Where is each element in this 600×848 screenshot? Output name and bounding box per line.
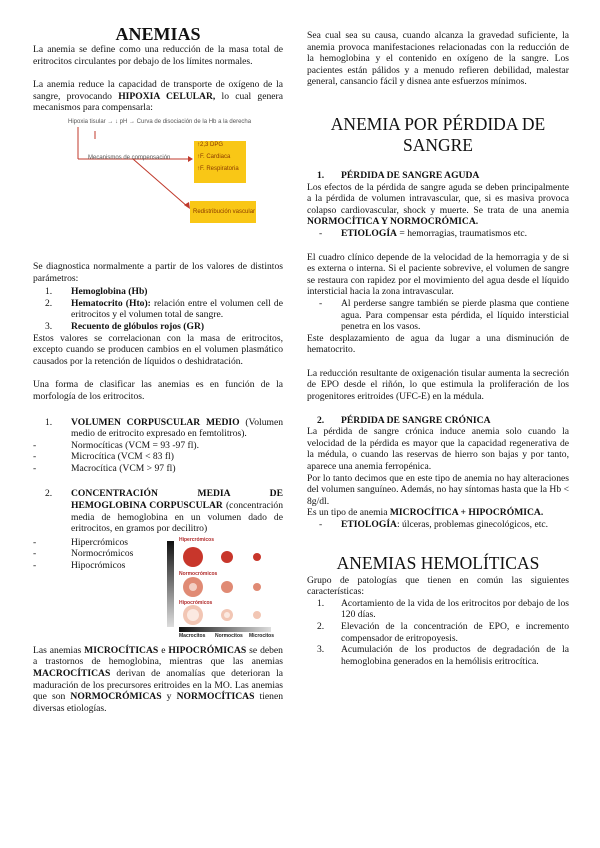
epo-paragraph: La reducción resultante de oxigenación tisular aumenta la secreción de EPO desde el riñón, lo que estimula la proliferación de los progenitores eritroides (UFC-E) en la médula. [307, 367, 569, 403]
hcm-heading: 2. CONCENTRACIÓN MEDIA DE HEMOGLOBINA CORPUSCULAR (concentración media de hemoglobina en un volumen dado de eritrocitos, en gramos por decilitro) [45, 488, 283, 535]
gradient-bar-horizontal [179, 627, 271, 632]
right-column [307, 0, 569, 667]
symptoms-paragraph: Sea cual sea su causa, cuando alcanza la gravedad suficiente, la anemia provoca manifestaciones relacionadas con la reducción de la hemoglobina y el contenido en oxígeno de la sangre. Los pacientes están pálidos y a menudo refieren debilidad, malestar general, cansancio fácil y disnea ante esfuerzos mínimos. [307, 30, 569, 88]
subsection-chronic: 2. PÉRDIDA DE SANGRE CRÓNICA [317, 414, 491, 426]
subsection-acute: 1. PÉRDIDA DE SANGRE AGUDA [317, 169, 480, 181]
hemolytic-intro: Grupo de patologías que tienen en común las siguientes características: [307, 574, 569, 598]
hemolytic-item: 2. Elevación de la concentración de EPO, e incremento compensador de eritropoyesis. [317, 620, 569, 644]
section-title-blood-loss: ANEMIA POR PÉRDIDA DE SANGRE [330, 113, 546, 155]
hcm-item: - Hipercrómicos [33, 536, 129, 548]
clinical-paragraph: El cuadro clínico depende de la velocidad de la hemorragia y de si es externa o interna. Si el paciente sobrevive, el volumen de sangre se restaura con rapidez por el movimiento del agua desde el líquido intersticial hacia la zona intravascular. [307, 251, 569, 298]
vcm-list [33, 440, 283, 475]
figure-drawing [165, 535, 275, 639]
cell-hyper-micro [253, 553, 261, 561]
erythrocyte-figure [165, 535, 275, 639]
figure-row-label: Hipocrómicos [179, 599, 213, 606]
type-paragraph: Es un tipo de anemia MICROCÍTICA + HIPOCRÓMICA. [307, 507, 544, 519]
figure-row-label: Hipercrómicos [179, 536, 215, 543]
vcm-heading: 1. VOLUMEN CORPUSCULAR MEDIO (Volumen medio de eritrocito expresado en femtolitros). [45, 416, 284, 440]
param-item: 1. Hemoglobina (Hb) [45, 286, 148, 298]
vcm-item: - Normocíticas (VCM = 93 -97 fl). [33, 439, 199, 451]
acute-paragraph: Los efectos de la pérdida de sangre aguda se deben principalmente a la pérdida de volumen intravascular, que, si es masiva provoca colapso cardiovascular, shock y muerte. Se trata de una anemia NORMOCÍTICA Y NORMOCRÓMICA. [307, 181, 569, 228]
param-item: 3. Recuento de glóbulos rojos (GR) [45, 320, 205, 332]
cell-hypo-micro [253, 611, 261, 619]
param-item: 2. Hematocrito (Hto): relación entre el volumen cell de eritrocitos y el volumen total de sangre. [45, 297, 283, 321]
cell-normo-normo [221, 581, 233, 593]
etiology-acute: - ETIOLOGÍA = hemorragias, traumatismos etc. [319, 227, 528, 239]
cell-hyper-normo [221, 551, 233, 563]
hematocrit-paragraph: Este desplazamiento de agua da lugar a una disminución de hematocrito. [307, 332, 569, 356]
etiology-chronic: - ETIOLOGÍA: úlceras, problemas ginecológicos, etc. [319, 519, 549, 530]
diagram-compensation-box [194, 141, 246, 183]
cell-normo-macro-center [189, 583, 197, 591]
hypoxia-paragraph: La anemia reduce la capacidad de transporte de oxígeno de la sangre, provocando HIPOXIA CELULAR, lo cual genera mecanismos para compensarla: [33, 79, 283, 114]
box-dpg: ↑2,3 DPG [197, 141, 224, 148]
hcm-item: - Hipocrómicos [33, 560, 126, 572]
chronic-paragraph: La pérdida de sangre crónica induce anemia solo cuando la velocidad de la pérdida es mayor que la capacidad regenerativa de la médula, o cuando las reservas de hierro son bajas y por tanto, aparece una anemia ferropénica. [307, 426, 569, 473]
classification-summary: Las anemias MICROCÍTICAS e HIPOCRÓMICAS se deben a trastornos de hemoglobina, mientras que las anemias MACROCÍTICAS derivan de anomalías que deterioran la maduración de los precursores eritroides en la MO. Las anemias que son NORMOCRÓMICAS y NORMOCÍTICAS tienen diversas etiologías. [33, 644, 283, 714]
box-cardiac: ↑F. Cardiaca [197, 153, 231, 160]
diagram-top-text: Hipoxia tisular → ↓ pH → Curva de disociación de la Hb a la derecha [68, 118, 252, 125]
hemolytic-list [307, 598, 569, 668]
vcm-item: - Microcítica (VCM < 83 fl) [33, 451, 174, 463]
diagram-mechanisms-label: Mecanismos de compensación [88, 154, 171, 161]
figure-col-label: Normocitos [215, 632, 243, 639]
cell-hyper-macro [183, 547, 203, 567]
diagnosis-paragraph: Se diagnostica normalmente a partir de los valores de distintos parámetros: [33, 260, 283, 284]
hcm-section [33, 535, 283, 645]
section-title-hemolytic: ANEMIAS HEMOLÍTICAS [336, 552, 540, 573]
hcm-item: - Normocrómicos [33, 548, 134, 560]
vcm-item: - Macrocítica (VCM > 97 fl) [33, 462, 176, 474]
params-list [33, 286, 283, 332]
hemolytic-item: 1. Acortamiento de la vida de los eritrocitos por debajo de los 120 días. [317, 597, 569, 621]
cell-hypo-macro-center [187, 609, 199, 621]
figure-row-label: Normocrómicos [179, 570, 218, 577]
cell-hypo-normo-center [224, 612, 230, 618]
box-respiratory: ↑F. Respiratoria [197, 165, 239, 172]
gradient-bar-vertical [167, 541, 174, 627]
volume-paragraph: Por lo tanto decimos que en este tipo de anemia no hay alteraciones del volumen sanguíneo. Además, no hay síntomas hasta que la Hb < 8g/dl. [307, 472, 569, 507]
anemia-definition: La anemia se define como una reducción de la masa total de eritrocitos circulantes por debajo de los límites normales. [33, 44, 283, 67]
hcm-list [33, 537, 153, 572]
plasma-bullet: - Al perderse sangre también se pierde plasma que contiene agua. Para compensar esta pérdida, el líquido intersticial penetra en los vasos. [319, 297, 569, 333]
compensation-diagram [33, 117, 283, 227]
morphology-paragraph: Una forma de clasificar las anemias es en función de la morfología de los eritrocitos. [33, 379, 283, 402]
correlation-paragraph: Estos valores se correlacionan con la masa de eritrocitos, excepto cuando se producen cambios en el volumen plasmático causados por la retención de líquidos o deshidratación. [33, 332, 283, 367]
left-column [33, 0, 283, 714]
hemolytic-item: 3. Acumulación de los productos de degradación de la hemoglobina generados en la hemólisis eritrocítica. [317, 644, 569, 667]
figure-col-label: Microcitos [249, 632, 275, 639]
page-title: ANEMIAS [115, 24, 201, 44]
cell-normo-micro [253, 583, 261, 591]
box-vascular-redistribution: Redistribución vascular [190, 201, 256, 223]
figure-col-label: Macrocitos [179, 632, 206, 639]
